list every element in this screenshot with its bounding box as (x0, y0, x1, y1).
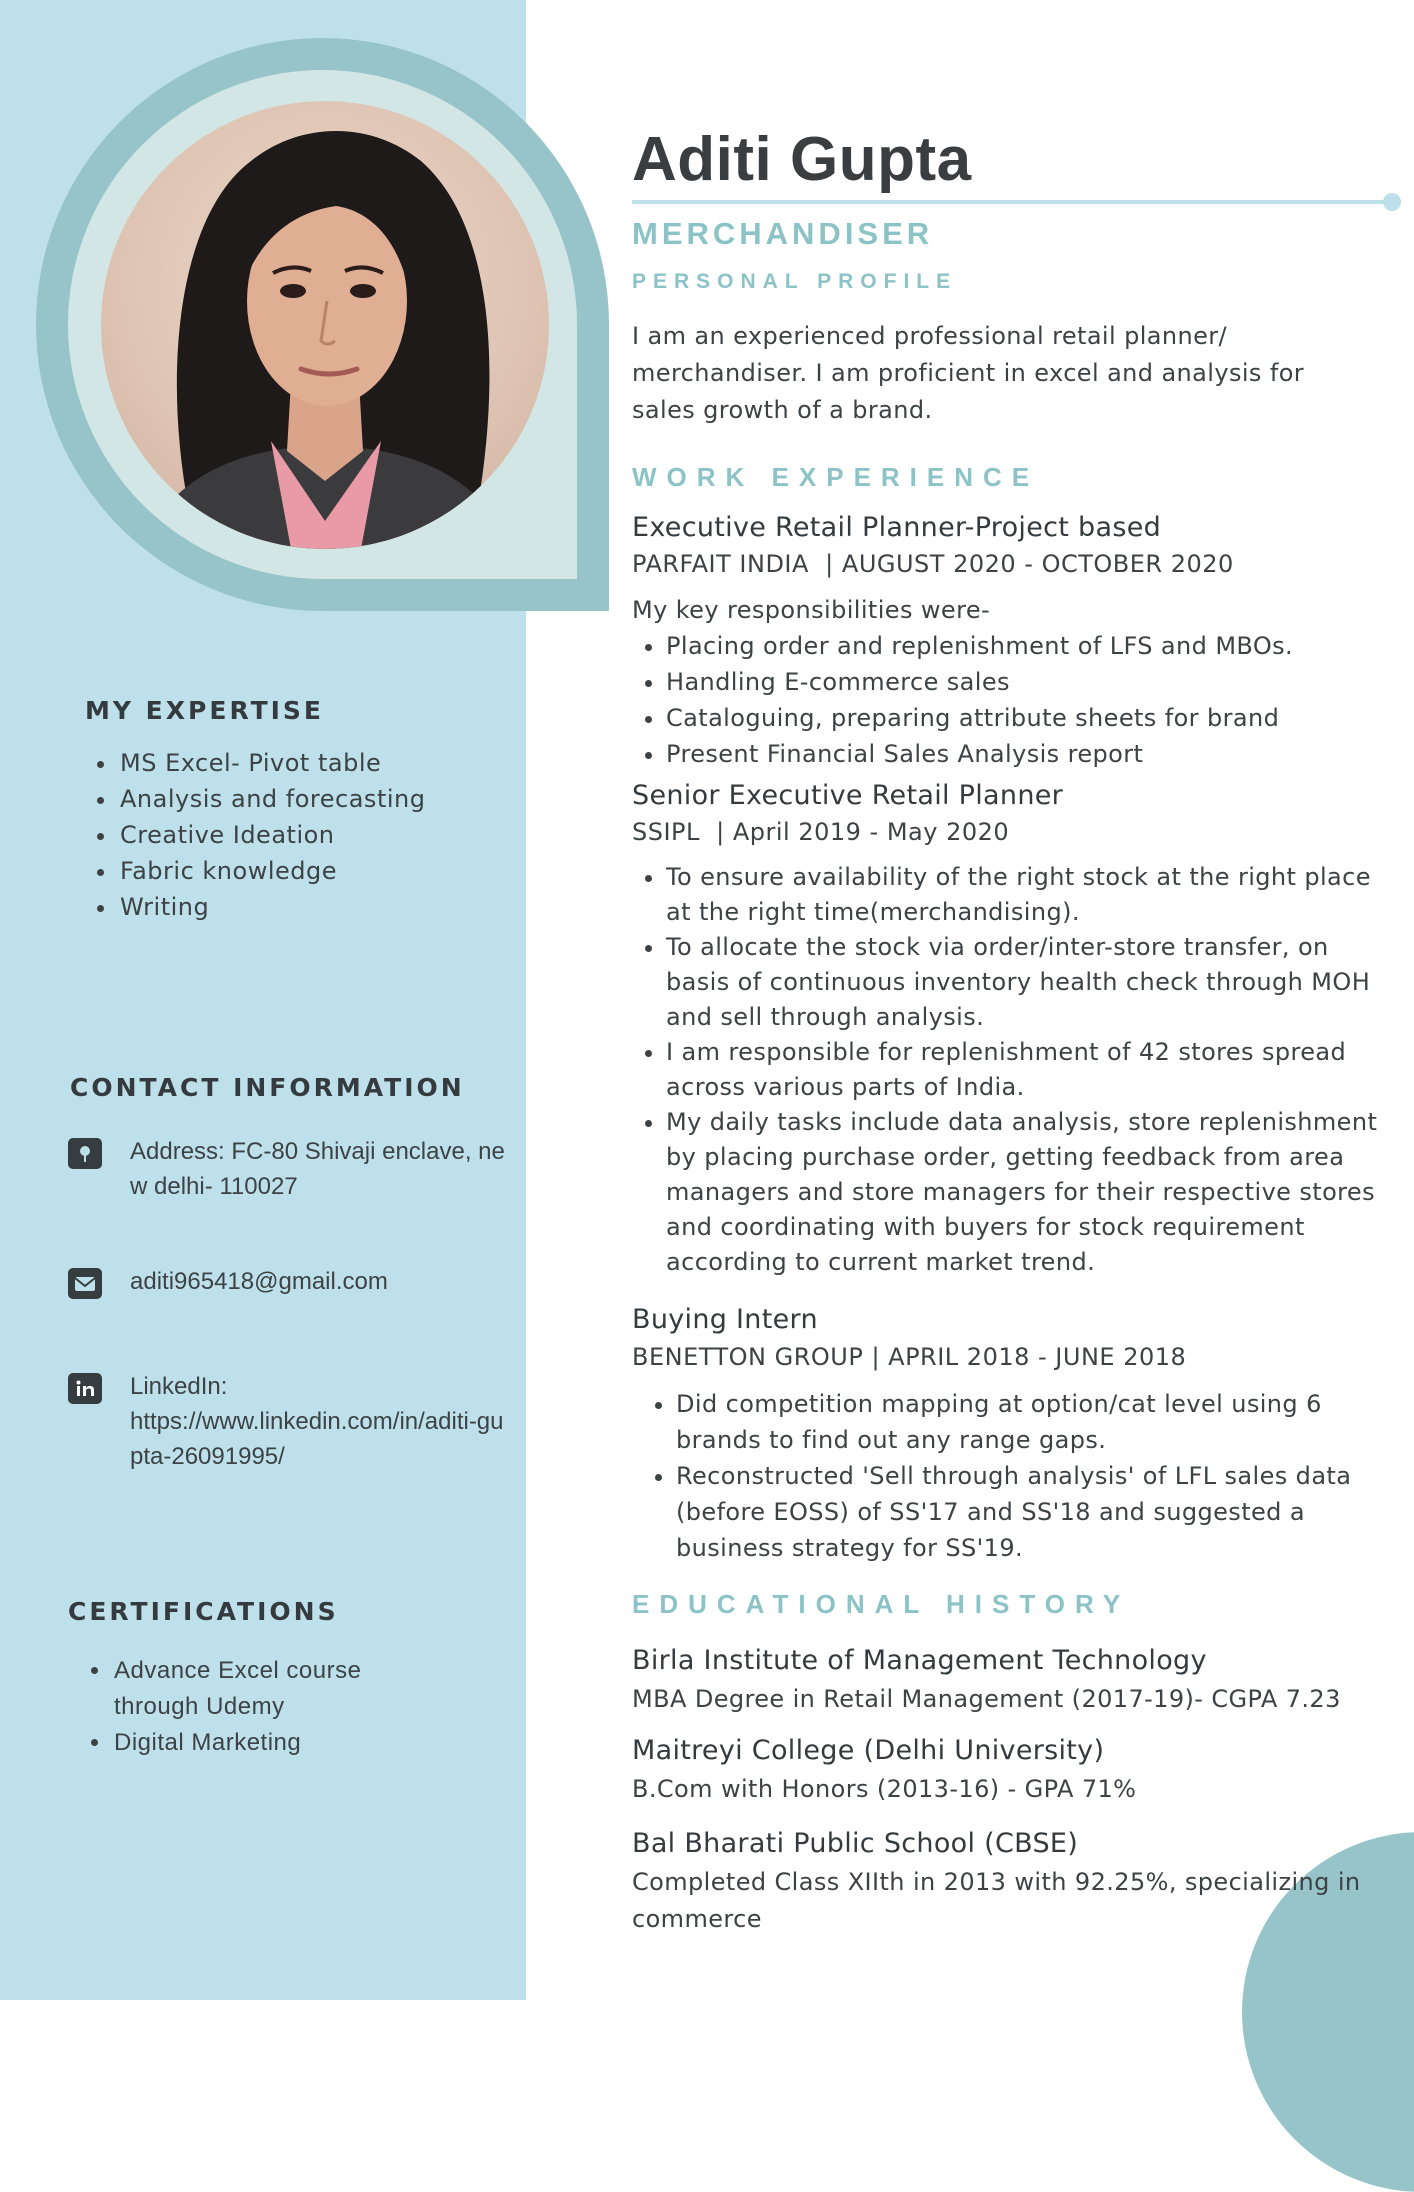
certifications-list (80, 1653, 412, 1761)
job-title: Executive Retail Planner-Project based (632, 512, 1162, 543)
job-bullet: • I am responsible for replenishment of 42 stores spread across various parts of India. (666, 1035, 1396, 1105)
education-school: Birla Institute of Management Technology (632, 1645, 1207, 1676)
portrait-image (101, 101, 549, 549)
expertise-item: • Analysis and forecasting (118, 781, 425, 817)
linkedin-url[interactable]: https://www.linkedin.com/in/aditi-gupta-26091995/ (130, 1408, 504, 1470)
linkedin-icon (68, 1373, 102, 1404)
linkedin-label: LinkedIn: (130, 1373, 228, 1400)
job-meta: BENETTON GROUP | APRIL 2018 - JUNE 2018 (632, 1343, 1187, 1371)
contact-heading: CONTACT INFORMATION (70, 1073, 465, 1102)
expertise-heading: MY EXPERTISE (85, 696, 325, 725)
job-bullet: • Reconstructed 'Sell through analysis' of LFL sales data (before EOSS) of SS'17 and SS'18 and suggested a business strategy for SS'19. (676, 1458, 1376, 1566)
expertise-item: • MS Excel- Pivot table (118, 745, 425, 781)
certification-item: • Digital Marketing (112, 1725, 412, 1761)
envelope-icon (68, 1268, 102, 1299)
profile-heading: PERSONAL PROFILE (632, 270, 958, 293)
job-intro: My key responsibilities were- (632, 596, 991, 624)
email-link[interactable]: aditi965418@gmail.com (130, 1268, 388, 1295)
education-school: Maitreyi College (Delhi University) (632, 1735, 1105, 1766)
education-detail: B.Com with Honors (2013-16) - GPA 71% (632, 1775, 1137, 1803)
expertise-item: • Creative Ideation (118, 817, 425, 853)
linkedin-text[interactable] (130, 1369, 510, 1474)
candidate-role: MERCHANDISER (632, 216, 934, 251)
expertise-item: • Fabric knowledge (118, 853, 425, 889)
certifications-heading: CERTIFICATIONS (68, 1597, 339, 1626)
job-bullet: • Handling E-commerce sales (666, 664, 1406, 700)
job-bullet: • Present Financial Sales Analysis report (666, 736, 1406, 772)
job-bullets (632, 628, 1406, 772)
education-school: Bal Bharati Public School (CBSE) (632, 1828, 1079, 1859)
job-bullet: • Cataloguing, preparing attribute sheets for brand (666, 700, 1406, 736)
education-heading: EDUCATIONAL HISTORY (632, 1589, 1131, 1619)
education-detail: MBA Degree in Retail Management (2017-19)- CGPA 7.23 (632, 1685, 1341, 1713)
expertise-list (86, 745, 425, 925)
address-text: Address: FC-80 Shivaji enclave, new delhi- 110027 (130, 1138, 505, 1200)
name-divider (632, 200, 1387, 204)
job-bullets (632, 860, 1396, 1280)
profile-photo (101, 101, 549, 549)
profile-text: I am an experienced professional retail planner/ merchandiser. I am proficient in excel and analysis for sales growth of a brand. (632, 322, 1305, 424)
expertise-item: • Writing (118, 889, 425, 925)
name-divider-dot (1383, 193, 1401, 211)
job-title: Buying Intern (632, 1304, 818, 1335)
job-meta: SSIPL | April 2019 - May 2020 (632, 818, 1010, 846)
job-meta: PARFAIT INDIA | AUGUST 2020 - OCTOBER 2020 (632, 550, 1234, 578)
certification-item: • Advance Excel course through Udemy (112, 1653, 412, 1725)
job-bullet: • My daily tasks include data analysis, store replenishment by placing purchase order, getting feedback from area managers and store managers for their respective stores and coordinating with buyers for stock requirement according to current market trend. (666, 1105, 1396, 1280)
job-bullets (642, 1386, 1376, 1566)
job-bullet: • Did competition mapping at option/cat level using 6 brands to find out any range gaps. (676, 1386, 1376, 1458)
candidate-name: Aditi Gupta (632, 125, 972, 194)
location-pin-icon (68, 1138, 102, 1169)
job-title: Senior Executive Retail Planner (632, 780, 1064, 811)
job-bullet: • To ensure availability of the right stock at the right place at the right time(merchandising). (666, 860, 1396, 930)
job-bullet: • Placing order and replenishment of LFS and MBOs. (666, 628, 1406, 664)
education-detail: Completed Class XIIth in 2013 with 92.25%, specializing in commerce (632, 1868, 1361, 1933)
experience-heading: WORK EXPERIENCE (632, 462, 1040, 492)
job-bullet: • To allocate the stock via order/inter-store transfer, on basis of continuous inventory health check through MOH and sell through analysis. (666, 930, 1396, 1035)
